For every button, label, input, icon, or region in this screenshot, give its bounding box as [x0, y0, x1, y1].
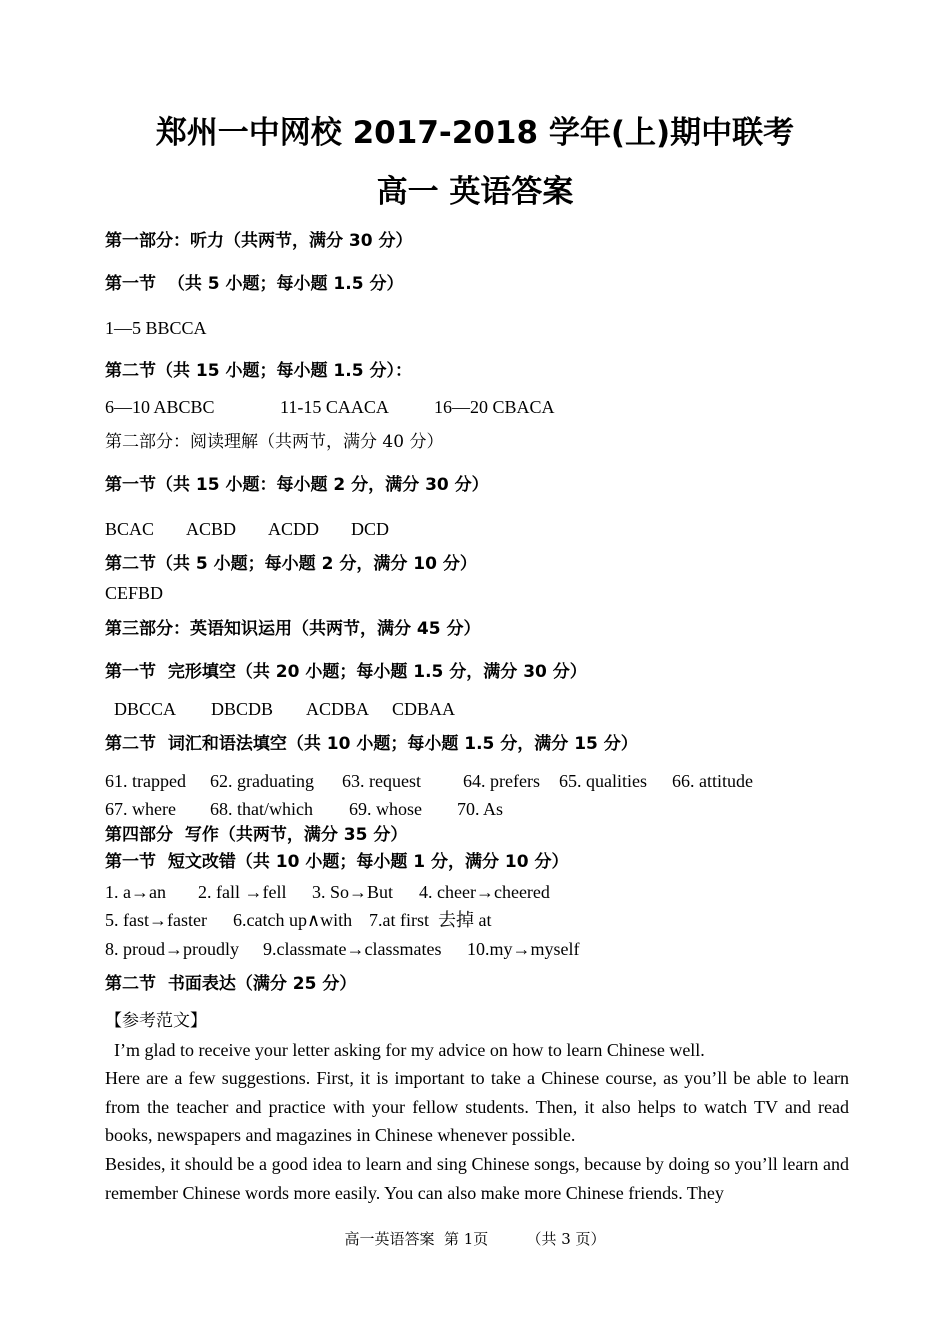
- answer-group: BCAC: [105, 519, 155, 539]
- part4-heading: 第四部分 写作（共两节，满分 35 分）: [105, 825, 408, 845]
- word-answer: 70. As: [457, 799, 504, 819]
- part3-heading: 第三部分：英语知识运用（共两节，满分 45 分）: [105, 619, 481, 639]
- correction-answer: 3. So→But: [312, 882, 394, 902]
- correction-answer: 7.at first 去掉 at: [369, 910, 492, 930]
- part2-heading: 第二部分：阅读理解（共两节，满分 40 分）: [105, 432, 444, 452]
- part2-section1-answers: [105, 517, 389, 541]
- correction-answer: 4. cheer→cheered: [419, 882, 550, 902]
- answer-group: 6—10 ABCBC: [105, 397, 215, 417]
- word-answer: 68. that/which: [210, 799, 313, 819]
- word-answer: 63. request: [342, 771, 421, 791]
- answer-group: DBCCA: [114, 699, 177, 719]
- word-answer: 65. qualities: [559, 771, 647, 791]
- essay-paragraph: I’m glad to receive your letter asking for my advice on how to learn Chinese well.: [114, 1040, 705, 1060]
- part1-section1-heading: 第一节 （共 5 小题；每小题 1.5 分）: [105, 274, 404, 294]
- correction-answer: 2. fall →fell: [198, 882, 287, 902]
- part3-section2-heading: 第二节 词汇和语法填空（共 10 小题；每小题 1.5 分，满分 15 分）: [105, 734, 638, 754]
- essay-paragraph: Here are a few suggestions. First, it is important to take a Chinese course, as you’ll be able to learn from the teacher and practice with your fellow students. Then, it also helps to watch TV and read books, newspapers and magazines in Chinese whenever possible.: [105, 1068, 849, 1145]
- word-answer: 64. prefers: [463, 771, 540, 791]
- part2-section2-answers: CEFBD: [105, 583, 164, 603]
- word-answer: 69. whose: [349, 799, 422, 819]
- answer-group: DCD: [351, 519, 390, 539]
- part1-heading: 第一部分：听力（共两节，满分 30 分）: [105, 231, 413, 251]
- answer-group: 16—20 CBACA: [434, 397, 555, 417]
- part4-section2-heading: 第二节 书面表达（满分 25 分）: [105, 974, 357, 994]
- part4-section1-heading: 第一节 短文改错（共 10 小题；每小题 1 分，满分 10 分）: [105, 852, 569, 872]
- essay-paragraph: Besides, it should be a good idea to learn and sing Chinese songs, because by doing so you’ll learn and remember Chinese words more easily. You can also make more Chinese friends. They: [105, 1154, 849, 1203]
- correction-answer: 1. a→an: [105, 882, 166, 902]
- part4-section1-row3: [105, 937, 580, 961]
- word-answer: 61. trapped: [105, 771, 186, 791]
- part2-section1-heading: 第一节（共 15 小题：每小题 2 分，满分 30 分）: [105, 475, 489, 495]
- correction-answer: 5. fast→faster: [105, 910, 207, 930]
- answer-group: 11-15 CAACA: [280, 397, 389, 417]
- sample-essay-label: 【参考范文】: [105, 1011, 207, 1031]
- part1-section1-answers: 1—5 BBCCA: [105, 318, 207, 338]
- correction-answer: 10.my→myself: [467, 939, 580, 959]
- part4-section1-row1: [105, 880, 550, 904]
- part4-section1-row2: [105, 908, 491, 932]
- exam-subtitle: 高一 英语答案: [376, 174, 574, 210]
- correction-answer: 9.classmate→classmates: [263, 939, 442, 959]
- correction-answer: 8. proud→proudly: [105, 939, 239, 959]
- answer-group: DBCDB: [211, 699, 274, 719]
- page-number: 高一英语答案 第 1页: [344, 1230, 489, 1248]
- word-answer: 62. graduating: [210, 771, 314, 791]
- answer-group: ACDD: [268, 519, 320, 539]
- answer-group: ACBD: [186, 519, 237, 539]
- word-answer: 67. where: [105, 799, 176, 819]
- page-total: （共 3 页）: [526, 1230, 606, 1248]
- part3-section2-row2: [105, 797, 503, 821]
- part1-section2-answers: [105, 395, 555, 419]
- answer-group: CDBAA: [392, 699, 456, 719]
- part1-section2-heading: 第二节（共 15 小题；每小题 1.5 分）：: [105, 361, 412, 381]
- page-footer: [0, 1228, 950, 1250]
- word-answer: 66. attitude: [672, 771, 753, 791]
- part3-section2-row1: [105, 769, 753, 793]
- part2-section2-heading: 第二节（共 5 小题；每小题 2 分，满分 10 分）: [105, 554, 477, 574]
- answer-group: ACDBA: [306, 699, 370, 719]
- exam-title: 郑州一中网校 2017-2018 学年(上)期中联考: [155, 115, 795, 151]
- part3-section1-answers: [114, 697, 455, 721]
- correction-answer: 6.catch up∧with: [233, 910, 353, 930]
- part3-section1-heading: 第一节 完形填空（共 20 小题；每小题 1.5 分，满分 30 分）: [105, 662, 587, 682]
